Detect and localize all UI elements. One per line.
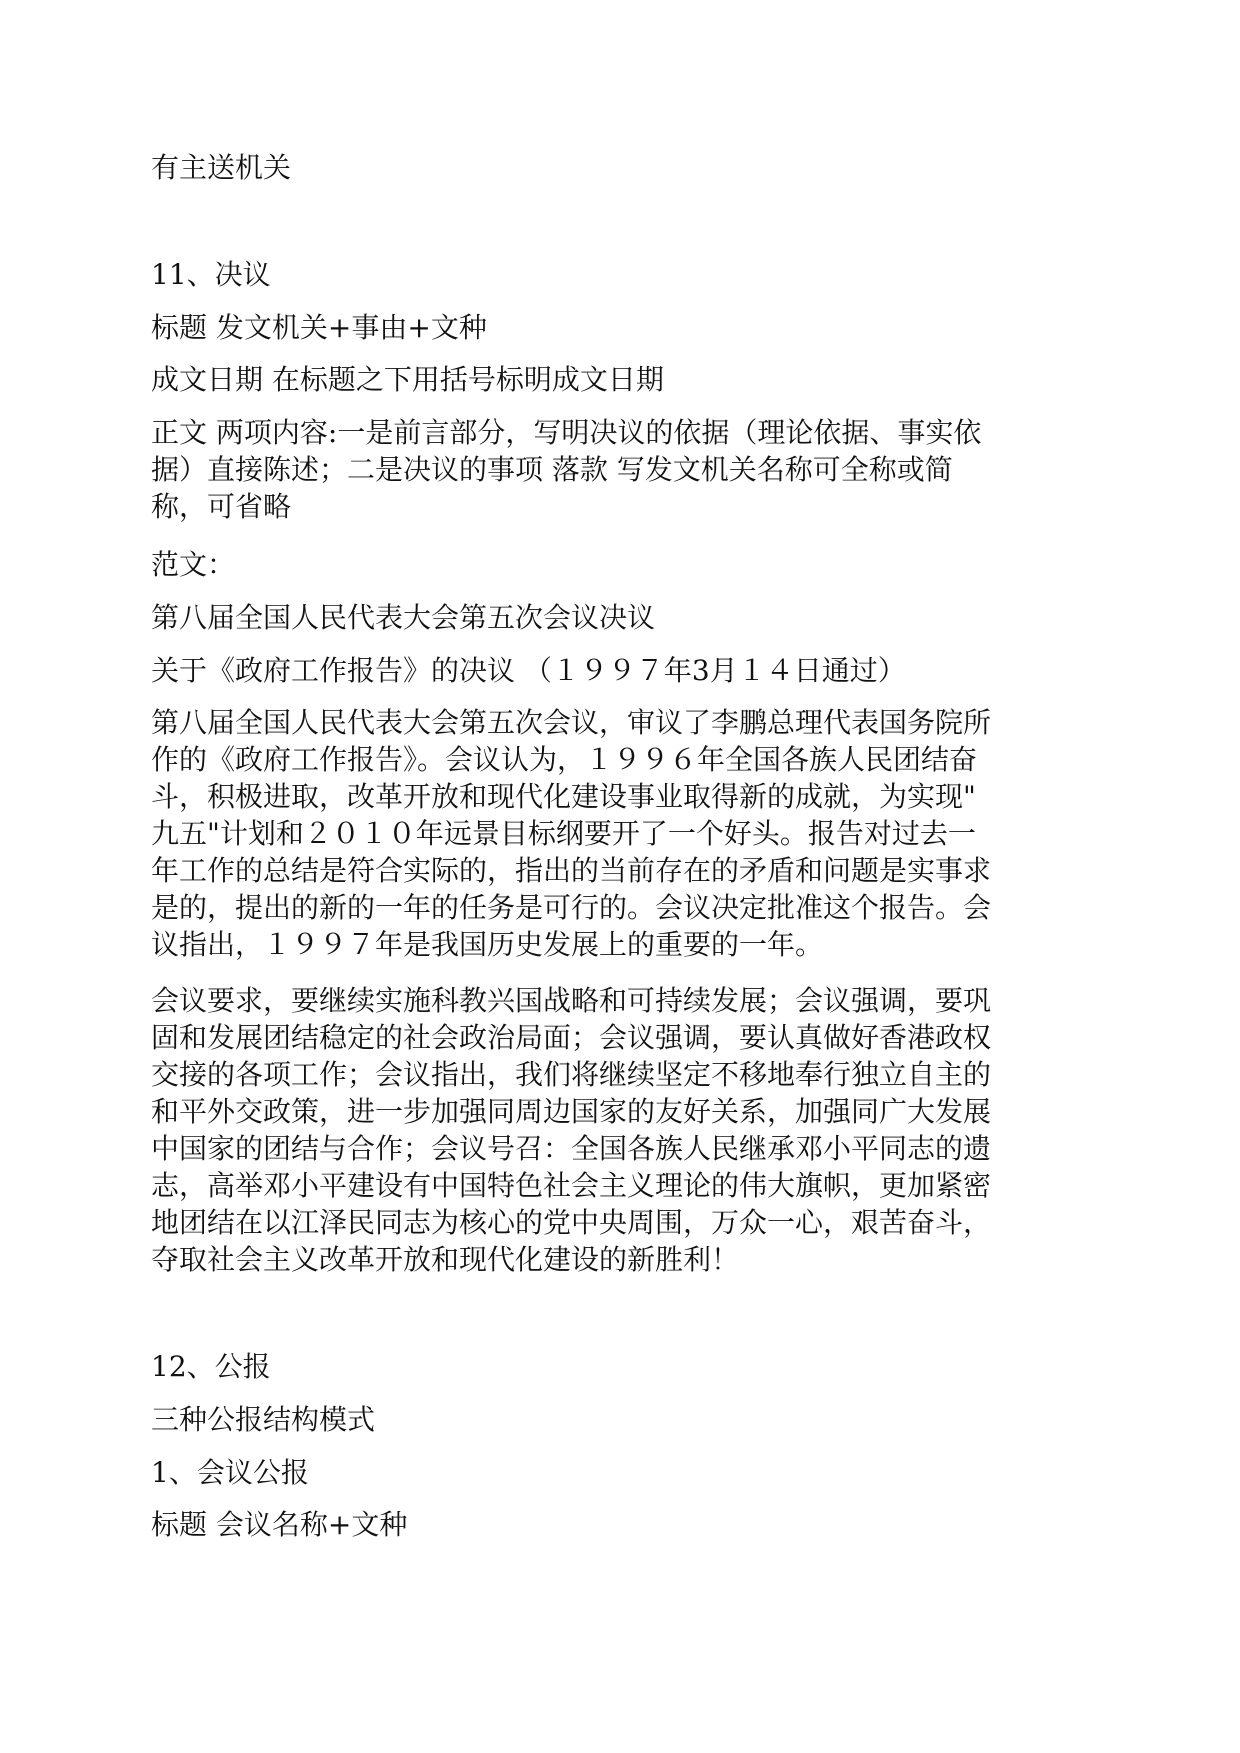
text-line: 三种公报结构模式 — [151, 1403, 376, 1436]
sample-title: 第八届全国人民代表大会第五次会议决议 — [151, 601, 656, 634]
text-line: 有主送机关 — [151, 151, 292, 184]
text-line: 是的，提出的新的一年的任务是可行的。会议决定批准这个报告。会 — [151, 891, 992, 924]
text-line: 和平外交政策，进一步加强同周边国家的友好关系，加强同广大发展 — [151, 1095, 992, 1128]
text-line: 标题 会议名称+文种 — [151, 1508, 408, 1541]
text-line: 正文 两项内容:一是前言部分，写明决议的依据（理论依据、事实依 — [151, 416, 982, 449]
text-line: 固和发展团结稳定的社会政治局面；会议强调，要认真做好香港政权 — [151, 1021, 992, 1054]
text-line: 标题 发文机关+事由+文种 — [151, 311, 487, 344]
text-line: 地团结在以江泽民同志为核心的党中央周围，万众一心，艰苦奋斗， — [151, 1206, 992, 1239]
text-line: 中国家的团结与合作；会议号召：全国各族人民继承邓小平同志的遗 — [151, 1132, 992, 1165]
text-line: 称，可省略 — [151, 490, 292, 523]
text-line: 成文日期 在标题之下用括号标明成文日期 — [151, 363, 664, 396]
text-line: 范文： — [151, 548, 236, 581]
text-line: 据）直接陈述；二是决议的事项 落款 写发文机关名称可全称或简 — [151, 453, 953, 486]
text-line: 交接的各项工作；会议指出，我们将继续坚定不移地奉行独立自主的 — [151, 1058, 992, 1091]
section-heading: 12、公报 — [151, 1350, 271, 1383]
text-line: 第八届全国人民代表大会第五次会议，审议了李鹏总理代表国务院所 — [151, 706, 992, 739]
text-line: 九五"计划和２０１０年远景目标纲要开了一个好头。报告对过去一 — [151, 817, 976, 850]
text-line: 议指出，１９９７年是我国历史发展上的重要的一年。 — [151, 928, 824, 961]
text-line: 1、会议公报 — [151, 1456, 309, 1489]
sample-subtitle: 关于《政府工作报告》的决议 （１９９７年3月１４日通过） — [151, 654, 906, 687]
text-line: 年工作的总结是符合实际的，指出的当前存在的矛盾和问题是实事求 — [151, 854, 992, 887]
text-line: 作的《政府工作报告》。会议认为，１９９６年全国各族人民团结奋 — [151, 743, 978, 776]
text-line: 斗，积极进取，改革开放和现代化建设事业取得新的成就，为实现" — [151, 780, 976, 813]
section-heading: 11、决议 — [151, 258, 271, 291]
text-line: 夺取社会主义改革开放和现代化建设的新胜利！ — [151, 1243, 740, 1276]
text-line: 志，高举邓小平建设有中国特色社会主义理论的伟大旗帜，更加紧密 — [151, 1169, 992, 1202]
text-line: 会议要求，要继续实施科教兴国战略和可持续发展；会议强调，要巩 — [151, 984, 992, 1017]
